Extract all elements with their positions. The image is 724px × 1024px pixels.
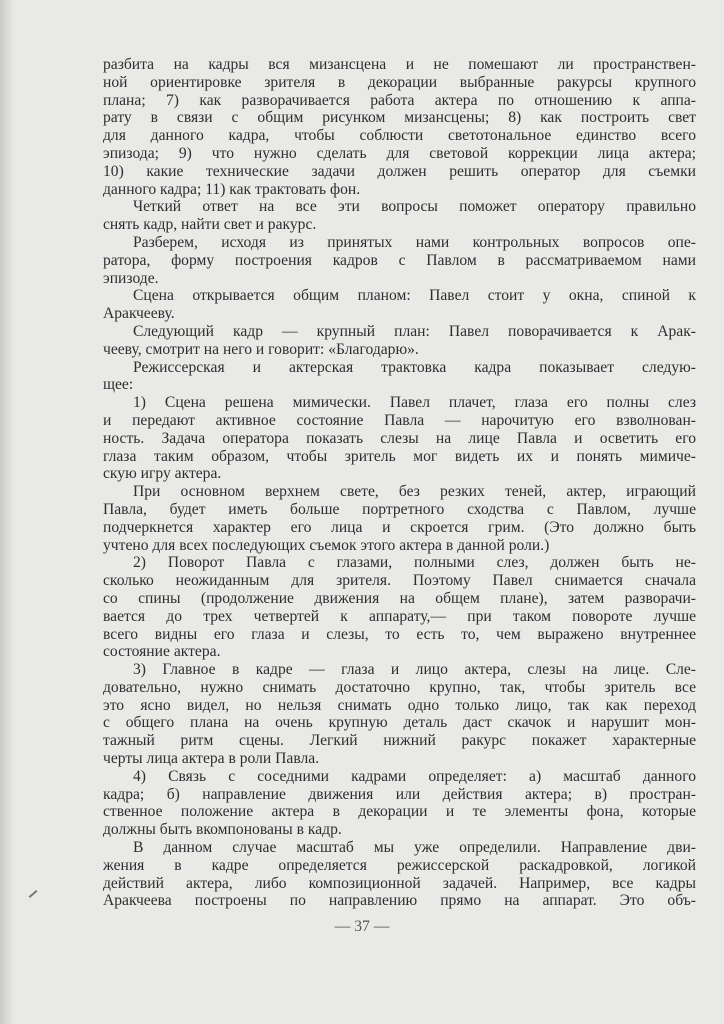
text-line: Аракчееву. xyxy=(103,305,175,323)
text-line: ственное положение актера в декорации и те элементы фона, которые xyxy=(103,803,696,821)
paragraph xyxy=(103,287,696,323)
text-line: жения в кадре определяется режиссерской раскадровкой, логикой xyxy=(103,856,696,874)
text-line: 2) Поворот Павла с глазами, полными слез, должен быть не- xyxy=(133,554,696,572)
text-line: с общего плана на очень крупную деталь даст скачок и нарушит мон- xyxy=(103,714,696,732)
scan-page-edge xyxy=(0,0,14,1024)
text-line: ной ориентировке зрителя в декорации выбранные ракурсы крупного xyxy=(103,73,696,91)
paragraph xyxy=(103,839,696,910)
text-line: это ясно видел, но нельзя снимать одно только лицо, так как переход xyxy=(103,696,696,714)
text-line: рату в связи с общим рисунком мизансцены; 8) как построить свет xyxy=(103,109,696,127)
paragraph xyxy=(103,359,696,395)
page-body-text xyxy=(103,56,696,910)
text-line: Четкий ответ на все эти вопросы поможет оператору правильно xyxy=(133,198,696,216)
paragraph xyxy=(103,661,696,768)
text-line: щее: xyxy=(103,376,134,394)
text-line: плана; 7) как разворачивается работа актера по отношению к аппа- xyxy=(103,91,696,109)
text-line: чееву, смотрит на него и говорит: «Благодарю». xyxy=(103,340,419,358)
text-line: состояние актера. xyxy=(103,643,221,661)
text-line: тажный ритм сцены. Легкий нижний ракурс покажет характерные xyxy=(103,732,696,750)
text-line: со спины (продолжение движения на общем плане), затем разворачи- xyxy=(103,589,696,607)
paragraph xyxy=(103,483,696,554)
page-number: — 37 — xyxy=(334,918,390,935)
text-line: учтено для всех последующих съемок этого актера в данной роли.) xyxy=(103,536,550,554)
text-line: Аракчеева построены по направлению прямо на аппарат. Это объ- xyxy=(103,892,696,910)
paragraph xyxy=(103,768,696,839)
text-line: эпизоде. xyxy=(103,269,159,287)
paragraph xyxy=(103,198,696,234)
text-line: скую игру актера. xyxy=(103,465,222,483)
text-line: довательно, нужно снимать достаточно крупно, так, чтобы зритель все xyxy=(103,678,696,696)
paragraph xyxy=(103,56,696,198)
text-line: действий актера, либо композиционной задачей. Например, все кадры xyxy=(103,874,696,892)
text-line: и передают активное состояние Павла — нарочитую его взволнован- xyxy=(103,411,696,429)
text-line: эпизода; 9) что нужно сделать для световой коррекции лица актера; xyxy=(103,144,696,162)
text-line: 3) Главное в кадре — глаза и лицо актера, слезы на лице. Сле- xyxy=(133,661,696,679)
paragraph xyxy=(103,323,696,359)
text-line: должны быть вкомпонованы в кадр. xyxy=(103,821,342,839)
text-line: подчеркнется характер его лица и скроется грим. (Это должно быть xyxy=(103,518,696,536)
text-line: Следующий кадр — крупный план: Павел поворачивается к Арак- xyxy=(133,322,696,340)
text-line: ратора, форму построения кадров с Павлом в рассматриваемом нами xyxy=(103,251,696,269)
text-line: данного кадра; 11) как трактовать фон. xyxy=(103,180,361,198)
text-line: 1) Сцена решена мимически. Павел плачет, глаза его полны слез xyxy=(133,394,696,412)
paragraph xyxy=(103,554,696,661)
text-line: снять кадр, найти свет и ракурс. xyxy=(103,216,317,234)
paragraph xyxy=(103,234,696,287)
text-line: Сцена открывается общим планом: Павел стоит у окна, спиной к xyxy=(133,287,696,305)
text-line: Павла, будет иметь больше портретного сходства с Павлом, лучше xyxy=(103,500,696,518)
text-line: для данного кадра, чтобы соблюсти светотональное единство всего xyxy=(103,127,696,145)
text-line: всего видны его глаза и слезы, то есть то, чем выражено внутреннее xyxy=(103,625,696,643)
text-line: Разберем, исходя из принятых нами контрольных вопросов опе- xyxy=(133,233,696,251)
text-line: 10) какие технические задачи должен решить оператор для съемки xyxy=(103,162,696,180)
text-line: 4) Связь с соседними кадрами определяет: а) масштаб данного xyxy=(133,767,696,785)
text-line: Режиссерская и актерская трактовка кадра показывает следую- xyxy=(133,358,696,376)
text-line: глаза таким образом, чтобы зритель мог видеть их и понять мимиче- xyxy=(103,447,696,465)
text-line: кадра; б) направление движения или действия актера; в) простран- xyxy=(103,785,696,803)
text-line: При основном верхнем свете, без резких теней, актер, играющий xyxy=(133,483,696,501)
text-line: разбита на кадры вся мизансцена и не помешают ли пространствен- xyxy=(103,56,696,73)
text-line: черты лица актера в роли Павла. xyxy=(103,750,320,768)
paragraph xyxy=(103,394,696,483)
text-line: вается до трех четвертей к аппарату,— при таком повороте лучше xyxy=(103,607,696,625)
text-line: В данном случае масштаб мы уже определили. Направление дви- xyxy=(133,839,696,857)
text-line: ность. Задача оператора показать слезы на лице Павла и осветить его xyxy=(103,429,696,447)
pencil-mark xyxy=(29,890,38,898)
text-line: сколько неожиданным для зрителя. Поэтому Павел снимается сначала xyxy=(103,572,696,590)
